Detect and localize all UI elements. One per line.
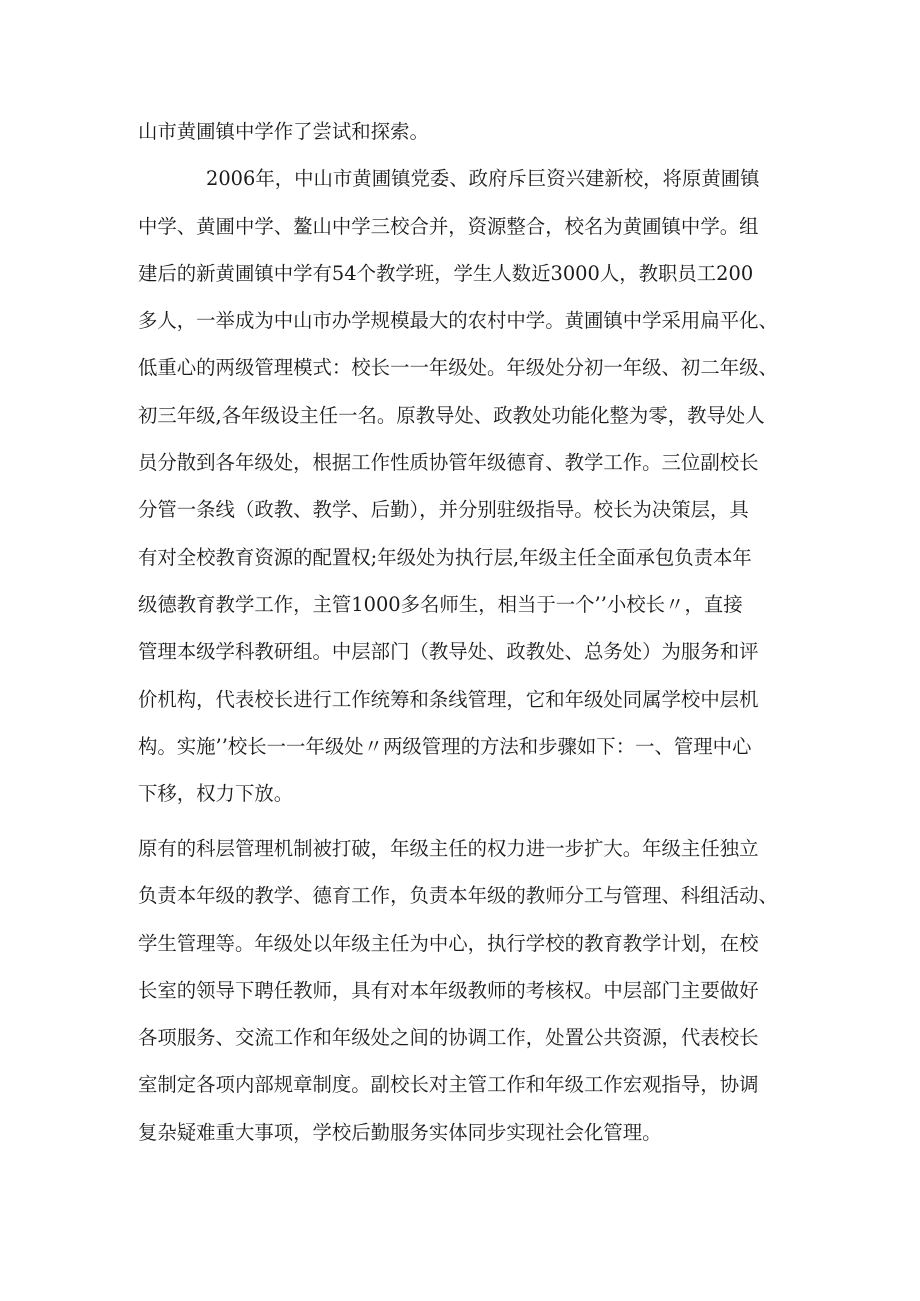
text-line: 低重心的两级管理模式：校长一一年级处。年级处分初一年级、初二年级、 xyxy=(138,356,778,380)
text-line: 多人，一举成为中山市办学规模最大的农村中学。黄圃镇中学采用扁平化、 xyxy=(138,309,778,333)
text-line: 长室的领导下聘任教师，具有对本年级教师的考核权。中层部门主要做好 xyxy=(138,978,759,1002)
text-line: 复杂疑难重大事项，学校后勤服务实体同步实现社会化管理。 xyxy=(138,1120,662,1144)
text-line: 2006年，中山市黄圃镇党委、政府斥巨资兴建新校，将原黄圃镇 xyxy=(206,167,760,191)
text-line: 构。实施’’校长一一年级处〃两级管理的方法和步骤如下：一、管理中心 xyxy=(138,734,752,758)
text-line: 级德教育教学工作，主管1000多名师生，相当于一个’’小校长〃，直接 xyxy=(138,592,743,616)
text-line: 中学、黄圃中学、鳌山中学三校合并，资源整合，校名为黄圃镇中学。组 xyxy=(138,214,759,238)
text-line: 分管一条线（政教、教学、后勤），并分别驻级指导。校长为决策层，具 xyxy=(138,498,749,522)
text-line: 员分散到各年级处，根据工作性质协管年级德育、教学工作。三位副校长 xyxy=(138,451,759,475)
text-line: 建后的新黄圃镇中学有54个教学班，学生人数近3000人，教职员工200 xyxy=(138,261,754,285)
text-line: 学生管理等。年级处以年级主任为中心，执行学校的教育教学计划，在校 xyxy=(138,931,759,955)
text-line: 原有的科层管理机制被打破，年级主任的权力进一步扩大。年级主任独立 xyxy=(138,837,759,860)
text-line: 管理本级学科教研组。中层部门（教导处、政教处、总务处）为服务和评 xyxy=(138,640,759,664)
text-line: 价机构，代表校长进行工作统筹和条线管理，它和年级处同属学校中层机 xyxy=(138,687,759,711)
text-line: 有对全校教育资源的配置权;年级处为执行层,年级主任全面承包负责本年 xyxy=(138,545,752,569)
text-line: 初三年级,各年级设主任一名。原教导处、政教处功能化整为零，教导处人 xyxy=(138,403,765,427)
text-line: 各项服务、交流工作和年级处之间的协调工作，处置公共资源，代表校长 xyxy=(138,1026,759,1050)
text-line: 室制定各项内部规章制度。副校长对主管工作和年级工作宏观指导，协调 xyxy=(138,1073,759,1097)
text-line: 下移，权力下放。 xyxy=(138,782,294,806)
text-line: 山市黄圃镇中学作了尝试和探索。 xyxy=(138,120,429,143)
paragraph-1 xyxy=(138,108,798,817)
paragraph-2 xyxy=(138,825,798,1156)
text-line: 负责本年级的教学、德育工作，负责本年级的教师分工与管理、科组活动、 xyxy=(138,884,778,908)
